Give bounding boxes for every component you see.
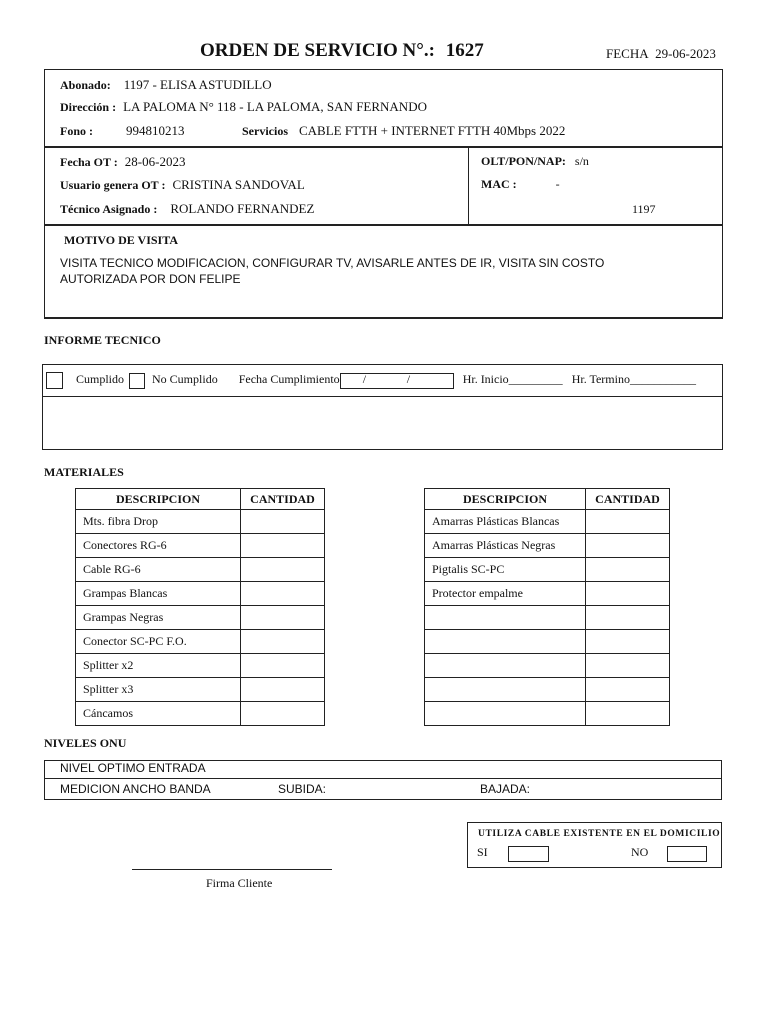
material-row [76,582,325,606]
ot-code: 1197 [632,202,656,216]
hr-inicio-field[interactable]: Hr. Inicio_________ [462,372,563,387]
material-description: Grampas Blancas [76,582,241,606]
niveles-divider [44,778,722,779]
fecha-label: FECHA [606,46,648,61]
fono-value: 994810213 [126,123,185,138]
date-slash-2: / [406,371,411,386]
material-quantity-cell[interactable] [586,534,670,558]
no-cumplido-checkbox[interactable] [129,373,145,389]
material-row [76,558,325,582]
olt-value: s/n [574,154,589,168]
fecha-ot-value: 28-06-2023 [124,154,186,169]
material-row [425,534,670,558]
material-row [76,606,325,630]
bajada-field[interactable]: BAJADA: [480,782,531,796]
material-description [425,606,586,630]
col-cantidad: CANTIDAD [241,489,325,510]
material-description: Amarras Plásticas Negras [425,534,586,558]
material-quantity-cell[interactable] [241,534,325,558]
materiales-table-left [75,488,325,726]
niveles-title: NIVELES ONU [44,736,127,750]
material-quantity-cell[interactable] [241,510,325,534]
material-row [425,630,670,654]
direccion-value: LA PALOMA N° 118 - LA PALOMA, SAN FERNANDO [123,99,427,114]
material-description: Cable RG-6 [76,558,241,582]
material-quantity-cell[interactable] [586,654,670,678]
fecha-cumplimiento-label: Fecha Cumplimiento [238,372,340,387]
cable-si-checkbox[interactable] [508,846,549,862]
motivo-label: MOTIVO DE VISITA [64,233,179,247]
material-row [425,606,670,630]
material-description: Grampas Negras [76,606,241,630]
material-quantity-cell[interactable] [586,558,670,582]
material-quantity-cell[interactable] [241,558,325,582]
fono-label: Fono : [60,124,93,138]
material-description: Pigtalis SC-PC [425,558,586,582]
material-description: Protector empalme [425,582,586,606]
col-descripcion: DESCRIPCION [425,489,586,510]
col-descripcion: DESCRIPCION [76,489,241,510]
material-row [76,678,325,702]
direccion-row [60,99,427,115]
fecha-ot-label: Fecha OT : [60,155,118,169]
header-date [606,46,716,62]
motivo-line2: AUTORIZADA POR DON FELIPE [60,272,241,286]
materiales-title: MATERIALES [44,465,124,479]
page-title [200,40,484,62]
cable-existente-title: UTILIZA CABLE EXISTENTE EN EL DOMICILIO [478,829,721,839]
direccion-label: Dirección : [60,100,117,114]
order-number: 1627 [445,40,484,61]
informe-divider [42,396,723,397]
material-row [425,702,670,726]
material-quantity-cell[interactable] [241,678,325,702]
tecnico-label: Técnico Asignado : [60,202,158,216]
medicion-ancho-banda-label: MEDICION ANCHO BANDA [60,782,211,796]
signature-line[interactable] [132,869,332,870]
cable-no-checkbox[interactable] [667,846,707,862]
servicios-value: CABLE FTTH + INTERNET FTTH 40Mbps 2022 [299,123,566,138]
material-description: Conector SC-PC F.O. [76,630,241,654]
informe-status-row [46,372,696,389]
col-cantidad: CANTIDAD [586,489,670,510]
fecha-value: 29-06-2023 [655,46,716,61]
material-quantity-cell[interactable] [241,630,325,654]
material-row [425,582,670,606]
motivo-line1: VISITA TECNICO MODIFICACION, CONFIGURAR TV, AVISARLE ANTES DE IR, VISITA SIN COSTO [60,256,605,270]
material-quantity-cell[interactable] [586,606,670,630]
material-description [425,654,586,678]
material-description: Cáncamos [76,702,241,726]
material-row [425,558,670,582]
cumplido-checkbox[interactable] [46,372,63,389]
material-description [425,702,586,726]
material-row [76,630,325,654]
date-slash-1: / [362,371,367,386]
tecnico-row [60,201,314,217]
fecha-ot-row [60,154,185,170]
material-quantity-cell[interactable] [241,702,325,726]
material-description [425,678,586,702]
mac-label: MAC : [481,177,517,191]
mac-value: - [555,177,560,191]
usuario-row [60,177,305,193]
abonado-value: 1197 - ELISA ASTUDILLO [123,77,272,92]
nivel-optimo-label: NIVEL OPTIMO ENTRADA [60,761,206,775]
material-description: Amarras Plásticas Blancas [425,510,586,534]
usuario-label: Usuario genera OT : [60,178,166,192]
material-row [425,510,670,534]
usuario-value: CRISTINA SANDOVAL [172,177,305,192]
firma-cliente-label: Firma Cliente [206,876,273,890]
fecha-cumplimiento-field[interactable] [340,373,454,389]
material-row [76,654,325,678]
material-quantity-cell[interactable] [241,606,325,630]
material-quantity-cell[interactable] [241,654,325,678]
material-description: Splitter x3 [76,678,241,702]
mac-row [481,177,560,192]
material-row [76,510,325,534]
material-quantity-cell[interactable] [586,630,670,654]
tecnico-value: ROLANDO FERNANDEZ [170,201,315,216]
hr-termino-field[interactable]: Hr. Termino___________ [571,372,696,387]
material-description [425,630,586,654]
material-row [76,534,325,558]
olt-row [481,154,589,169]
abonado-label: Abonado: [60,78,111,92]
material-row [76,702,325,726]
servicios-row [242,123,565,139]
materiales-table-right [424,488,670,726]
material-quantity-cell[interactable] [586,582,670,606]
servicios-label: Servicios [242,124,288,138]
cumplido-label: Cumplido [76,372,125,387]
material-quantity-cell[interactable] [586,678,670,702]
abonado-row [60,77,272,93]
material-quantity-cell[interactable] [241,582,325,606]
olt-label: OLT/PON/NAP: [481,154,566,168]
material-description: Splitter x2 [76,654,241,678]
material-description: Mts. fibra Drop [76,510,241,534]
material-quantity-cell[interactable] [586,510,670,534]
cable-no-label: NO [631,845,649,859]
material-row [425,678,670,702]
fono-row [60,123,185,139]
informe-title: INFORME TECNICO [44,333,161,347]
material-quantity-cell[interactable] [586,702,670,726]
material-row [425,654,670,678]
ot-divider [468,148,469,226]
title-prefix: ORDEN DE SERVICIO N°.: [200,40,435,61]
subida-field[interactable]: SUBIDA: [278,782,327,796]
cable-si-label: SI [477,845,488,859]
no-cumplido-label: No Cumplido [152,372,218,387]
material-description: Conectores RG-6 [76,534,241,558]
